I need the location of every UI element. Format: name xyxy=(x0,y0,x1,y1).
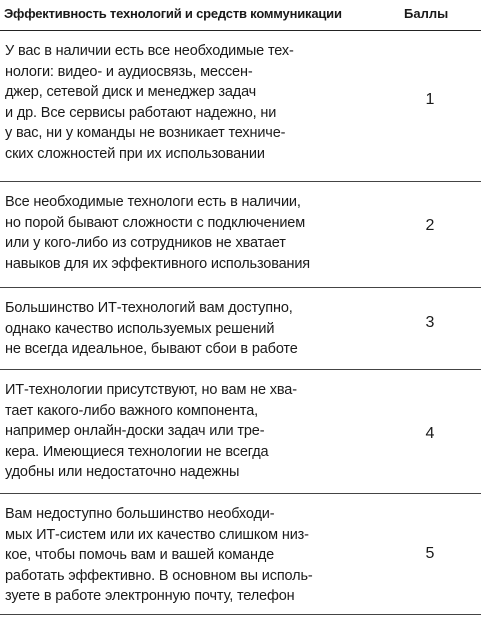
row-score: 5 xyxy=(425,545,435,562)
description-line: зуете в работе электронную почту, телефон xyxy=(5,588,295,605)
description-line: тает какого-либо важного компонента, xyxy=(5,402,259,419)
row-description xyxy=(5,41,360,165)
description-line: мых ИТ-систем или их качество слишком низ- xyxy=(5,526,309,543)
header-score: Баллы xyxy=(404,6,449,21)
description-line: кера. Имеющиеся технологии не всегда xyxy=(5,443,269,460)
description-line: не всегда идеальное, бывают сбои в работе xyxy=(5,341,298,358)
description-line: однако качество используемых решений xyxy=(5,320,275,337)
table-row xyxy=(0,31,481,182)
description-line: Вам недоступно большинство необходи- xyxy=(5,506,275,522)
row-description xyxy=(5,192,360,274)
description-line: У вас в наличии есть все необходимые тех- xyxy=(5,43,294,59)
table-row xyxy=(0,288,481,370)
description-line: ИТ-технологии присутствуют, но вам не хва- xyxy=(5,382,297,398)
description-line: нологи: видео- и аудиосвязь, мессен- xyxy=(5,63,253,80)
description-line: ских сложностей при их использовании xyxy=(5,145,265,162)
description-line: джер, сетевой диск и менеджер задач xyxy=(5,84,257,101)
row-score: 4 xyxy=(425,425,435,442)
row-score: 1 xyxy=(425,91,435,108)
description-line: но порой бывают сложности с подключением xyxy=(5,214,306,231)
table-row xyxy=(0,182,481,288)
description-line: или у кого-либо из сотрудников не хватает xyxy=(5,235,286,252)
description-line: удобны или недостаточно надежны xyxy=(5,464,240,481)
description-line: например онлайн-доски задач или тре- xyxy=(5,423,265,440)
description-line: у вас, ни у команды не возникает техниче- xyxy=(5,125,286,142)
row-score: 3 xyxy=(425,314,435,331)
description-line: работать эффективно. В основном вы исполь- xyxy=(5,567,313,584)
header-title: Эффективность технологий и средств коммуникации xyxy=(4,6,342,21)
table-row xyxy=(0,370,481,494)
row-score: 2 xyxy=(425,217,435,234)
row-description xyxy=(5,298,360,360)
row-description xyxy=(5,504,360,607)
description-line: Большинство ИТ-технологий вам доступно, xyxy=(5,300,293,316)
description-line: Все необходимые технологи есть в наличии, xyxy=(5,194,301,210)
description-line: кое, чтобы помочь вам и вашей команде xyxy=(5,547,275,564)
description-line: навыков для их эффективного использования xyxy=(5,255,311,272)
description-line: и др. Все сервисы работают надежно, ни xyxy=(5,104,277,121)
table-row xyxy=(0,494,481,615)
table-header xyxy=(0,0,481,31)
row-description xyxy=(5,380,360,483)
